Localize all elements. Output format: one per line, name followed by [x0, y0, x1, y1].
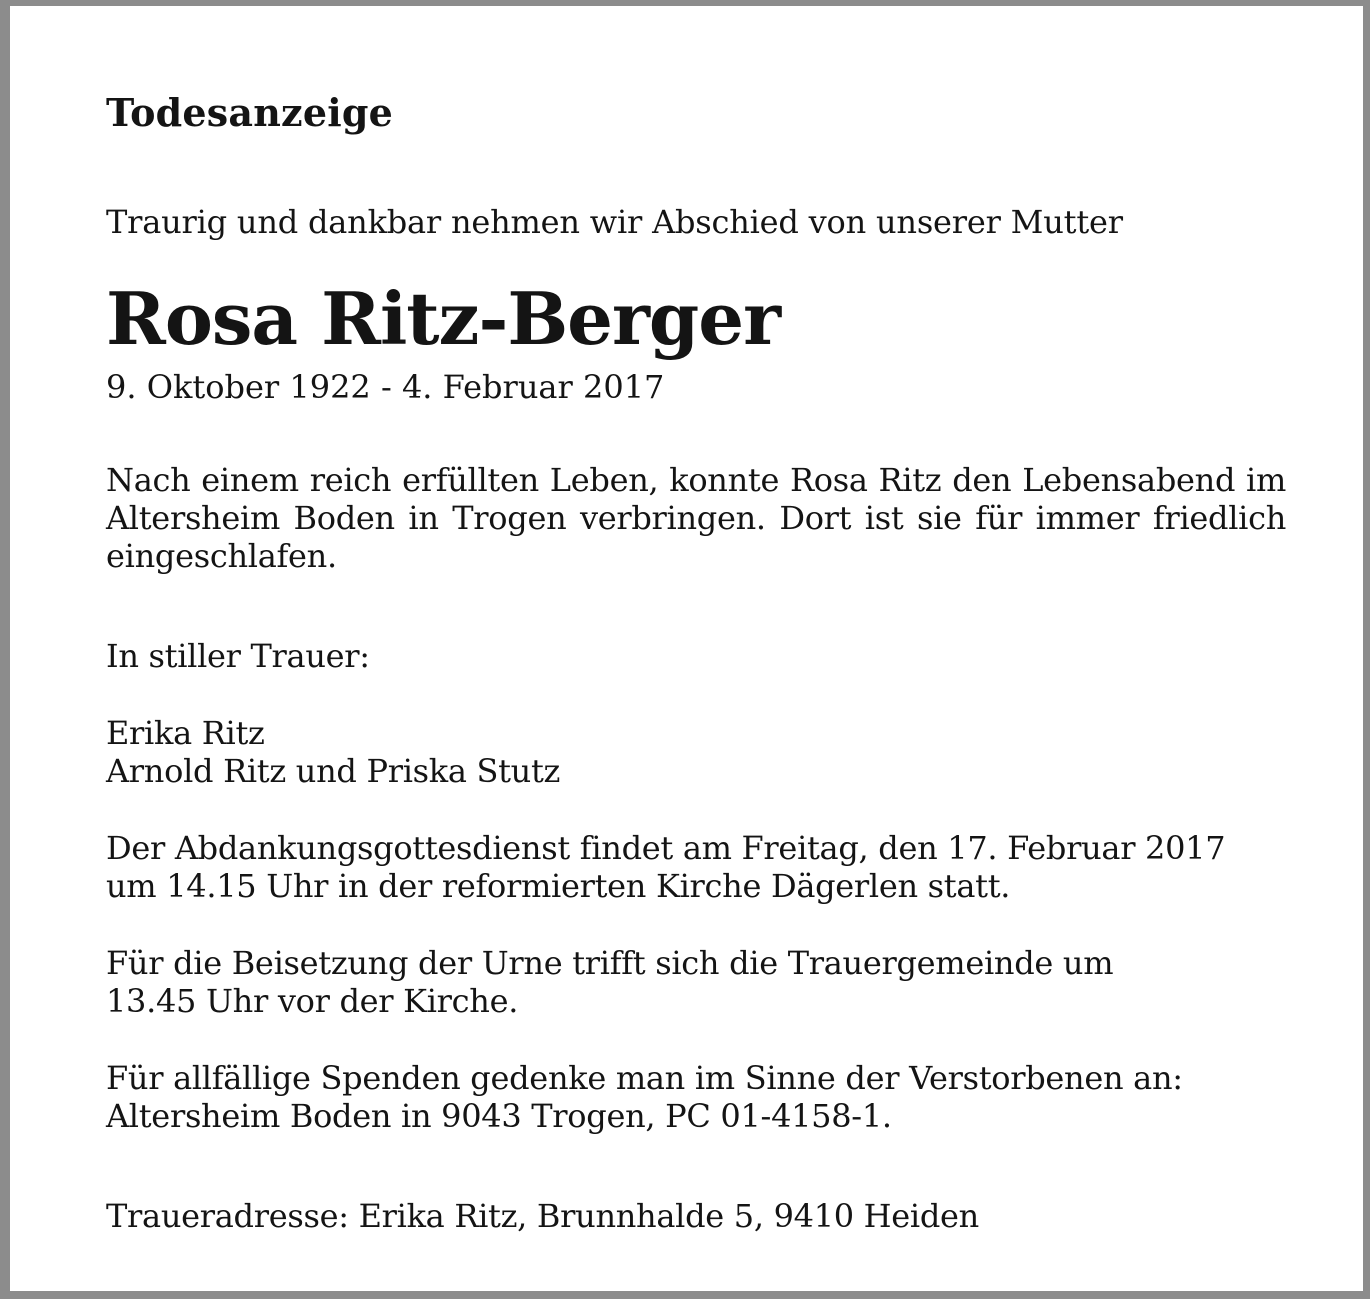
- mourning-address: Traueradresse: Erika Ritz, Brunnhalde 5, 9410 Heiden: [106, 1197, 979, 1235]
- family-member: Arnold Ritz und Priska Stutz: [106, 752, 561, 790]
- mourning-label: In stiller Trauer:: [106, 637, 370, 675]
- burial-line: 13.45 Uhr vor der Kirche.: [106, 982, 519, 1020]
- service-info: [106, 829, 1225, 905]
- donation-info: [106, 1059, 1183, 1135]
- burial-info: [106, 944, 1113, 1020]
- intro-line: Traurig und dankbar nehmen wir Abschied von unserer Mutter: [106, 203, 1123, 241]
- family-list: [106, 714, 560, 790]
- family-member: Erika Ritz: [106, 714, 265, 752]
- notice-heading: Todesanzeige: [106, 90, 393, 135]
- life-dates: 9. Oktober 1922 - 4. Februar 2017: [106, 368, 665, 406]
- deceased-name: Rosa Ritz-Berger: [106, 276, 781, 361]
- donation-line: Altersheim Boden in 9043 Trogen, PC 01-4158-1.: [106, 1097, 892, 1135]
- burial-line: Für die Beisetzung der Urne trifft sich die Trauergemeinde um: [106, 944, 1114, 982]
- memorial-paragraph: Nach einem reich erfüllten Leben, konnte Rosa Ritz den Lebensabend im Altersheim Boden in Trogen verbringen. Dort ist sie für immer friedlich eingeschlafen.: [106, 461, 1286, 575]
- service-line: Der Abdankungsgottesdienst findet am Freitag, den 17. Februar 2017: [106, 829, 1226, 867]
- donation-line: Für allfällige Spenden gedenke man im Sinne der Verstorbenen an:: [106, 1059, 1183, 1097]
- service-line: um 14.15 Uhr in der reformierten Kirche Dägerlen statt.: [106, 867, 1011, 905]
